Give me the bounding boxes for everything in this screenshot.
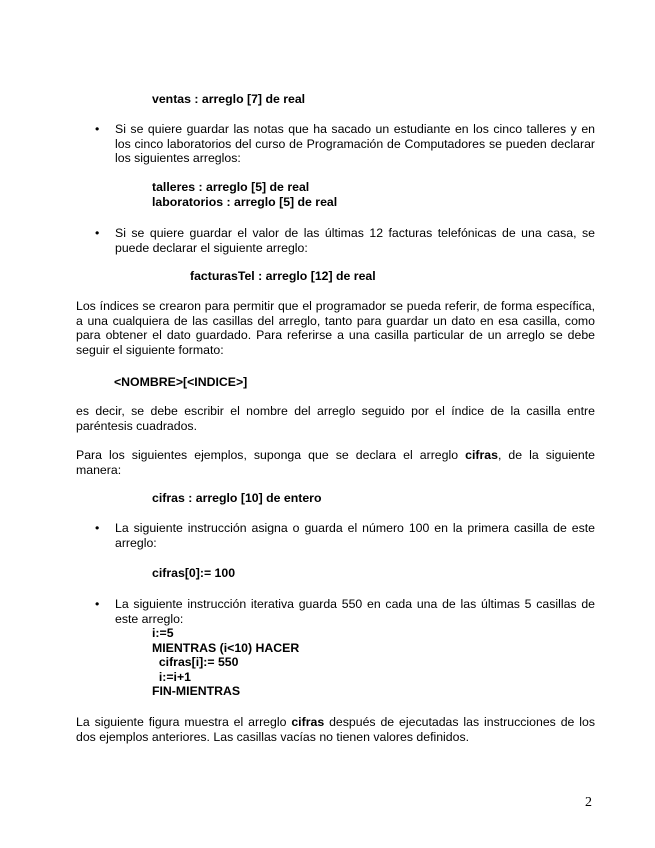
code-loop-line: i:=5 — [152, 626, 174, 640]
paragraph-figura — [76, 715, 595, 744]
bullet-marker-1: • — [95, 122, 100, 136]
bullet-text-asigna: La siguiente instrucción asigna o guarda el número 100 en la primera casilla de este arreglo: — [115, 521, 595, 550]
code-loop-line: cifras[i]:= 550 — [152, 655, 239, 670]
array-name-cifras: cifras — [465, 448, 498, 462]
code-cifras-declaration: cifras : arreglo [10] de entero — [152, 491, 322, 505]
code-talleres: talleres : arreglo [5] de real — [152, 180, 310, 194]
bullet-marker-2: • — [95, 226, 100, 240]
bullet-marker-4: • — [95, 597, 100, 611]
code-format: <NOMBRE>[<INDICE>] — [114, 375, 248, 389]
code-cifras-assign: cifras[0]:= 100 — [152, 566, 236, 580]
paragraph-ejemplos-text: Para los siguientes ejemplos, suponga que se declara el arreglo — [76, 448, 466, 462]
array-name-cifras-figura: cifras — [291, 715, 325, 729]
bullet-text-facturas: Si se quiere guardar el valor de las últimas 12 facturas telefónicas de una casa, se puede declarar el siguiente arreglo: — [115, 226, 595, 255]
paragraph-figura-tail: después de ejecutadas las instrucciones de los dos ejemplos anteriores. Las casillas vacías no tienen valores definidos. — [76, 715, 595, 744]
paragraph-indices: Los índices se crearon para permitir que el programador se pueda referir, de forma específica, a una cualquiera de las casillas del arreglo, tanto para guardar un dato en esa casilla, como para obtener el dato guardado. Para referirse a una casilla particular de un arreglo se debe seguir el siguiente formato: — [76, 299, 595, 357]
code-laboratorios: laboratorios : arreglo [5] de real — [152, 195, 338, 209]
paragraph-ejemplos — [76, 448, 595, 477]
bullet-text-notas: Si se quiere guardar las notas que ha sacado un estudiante en los cinco talleres y en los cinco laboratorios del curso de Programación de Computadores se pueden declarar los siguientes arreglos: — [115, 122, 595, 166]
code-facturas: facturasTel : arreglo [12] de real — [190, 269, 376, 283]
page-number: 2 — [585, 795, 592, 810]
bullet-marker-3: • — [95, 521, 100, 535]
code-loop — [152, 626, 299, 699]
paragraph-es-decir: es decir, se debe escribir el nombre del arreglo seguido por el índice de la casilla entre paréntesis cuadrados. — [76, 404, 595, 433]
code-ventas: ventas : arreglo [7] de real — [152, 92, 306, 106]
code-loop-line: FIN-MIENTRAS — [152, 684, 241, 699]
paragraph-figura-text: La siguiente figura muestra el arreglo — [76, 715, 292, 729]
paragraph-ejemplos-tail: , de la siguiente manera: — [76, 448, 595, 477]
bullet-text-iterativa: La siguiente instrucción iterativa guarda 550 en cada una de las últimas 5 casillas de este arreglo: — [115, 597, 595, 626]
code-loop-line: i:=i+1 — [152, 669, 191, 684]
code-loop-line: MIENTRAS (i<10) HACER — [152, 640, 300, 655]
